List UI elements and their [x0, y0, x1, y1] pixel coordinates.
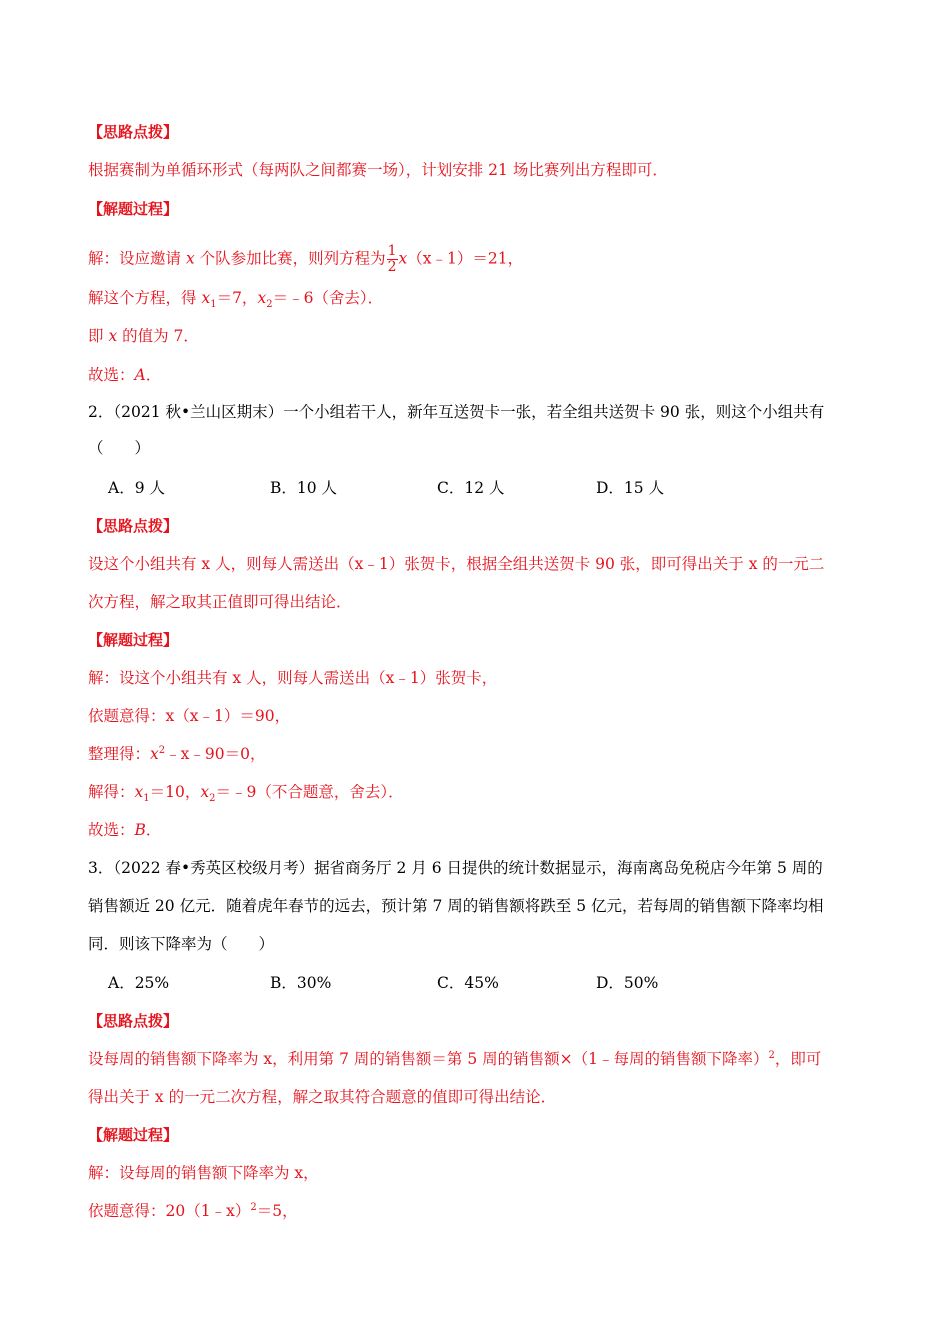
- answer-1: 故选：A．: [88, 366, 162, 384]
- hint-header-1: 【思路点拨】: [88, 123, 179, 141]
- answer-2: 故选：B．: [88, 821, 162, 839]
- solution-header-1: 【解题过程】: [88, 200, 179, 218]
- q2-option-a: A．9 人: [108, 479, 165, 497]
- hint-text-2-line2: 次方程，解之取其正值即可得出结论．: [88, 593, 352, 611]
- q3-option-a: A．25%: [108, 974, 170, 992]
- question-3-stem-line2: 销售额近 20 亿元．随着虎年春节的远去，预计第 7 周的销售额将跌至 5 亿元，若每周的销售额下降率均相: [88, 897, 824, 915]
- solution-header-2: 【解题过程】: [88, 631, 179, 649]
- hint-text-1: 根据赛制为单循环形式（每两队之间都赛一场），计划安排 21 场比赛列出方程即可．: [88, 161, 668, 179]
- solution-step-2: 解这个方程，得 $x_1=7$，$x_2=﹣6$（舍去）．: [88, 289, 384, 311]
- q2-solution-step-2: 依题意得：x（x﹣1）＝90，: [88, 707, 291, 725]
- solution-header-3: 【解题过程】: [88, 1126, 179, 1144]
- q2-option-d: D．15 人: [596, 479, 665, 497]
- q2-solution-step-1: 解：设这个小组共有 x 人，则每人需送出（x﹣1）张贺卡，: [88, 669, 498, 687]
- question-2-stem-line2: （ ）: [88, 439, 151, 457]
- solution-step-3: 即 x 的值为 7．: [88, 327, 199, 345]
- q2-option-c: C．12 人: [437, 479, 505, 497]
- q3-solution-step-1: 解：设每周的销售额下降率为 x，: [88, 1164, 319, 1182]
- fraction-one-half: $\frac{1}{2}$: [387, 243, 397, 275]
- q3-option-b: B．30%: [270, 974, 332, 992]
- hint-header-2: 【思路点拨】: [88, 517, 179, 535]
- question-3-stem-line3: 同．则该下降率为（ ）: [88, 935, 275, 953]
- q2-solution-step-4: 解得：$x_1=10$，$x_2=﹣9$（不合题意，舍去）．: [88, 783, 404, 805]
- q2-option-b: B．10 人: [270, 479, 338, 497]
- question-2-stem-line1: 2．（2021 秋•兰山区期末）一个小组若干人，新年互送贺卡一张，若全组共送贺卡 90 张，则这个小组共有: [88, 403, 825, 421]
- hint-text-3-line1: 设每周的销售额下降率为 x，利用第 7 周的销售额＝第 5 周的销售额×（1﹣每周的销售额下降率）$^2$，即可: [88, 1049, 822, 1068]
- solution-step-1: 解：设应邀请 x 个队参加比赛，则列方程为 $\frac{1}{2}$ x（x﹣1）＝21，: [88, 243, 524, 275]
- q2-solution-step-3: 整理得：$x^2﹣x﹣90=0$，: [88, 744, 266, 763]
- hint-text-3-line2: 得出关于 x 的一元二次方程，解之取其符合题意的值即可得出结论．: [88, 1088, 557, 1106]
- q3-option-c: C．45%: [437, 974, 499, 992]
- hint-header-3: 【思路点拨】: [88, 1012, 179, 1030]
- hint-text-2-line1: 设这个小组共有 x 人，则每人需送出（x﹣1）张贺卡，根据全组共送贺卡 90 张，即可得出关于 x 的一元二: [88, 555, 825, 573]
- q3-solution-step-2: 依题意得：20（1﹣x）$^2$＝5，: [88, 1201, 298, 1220]
- question-3-stem-line1: 3．（2022 春•秀英区校级月考）据省商务厅 2 月 6 日提供的统计数据显示，海南离岛免税店今年第 5 周的: [88, 859, 823, 877]
- q3-option-d: D．50%: [596, 974, 659, 992]
